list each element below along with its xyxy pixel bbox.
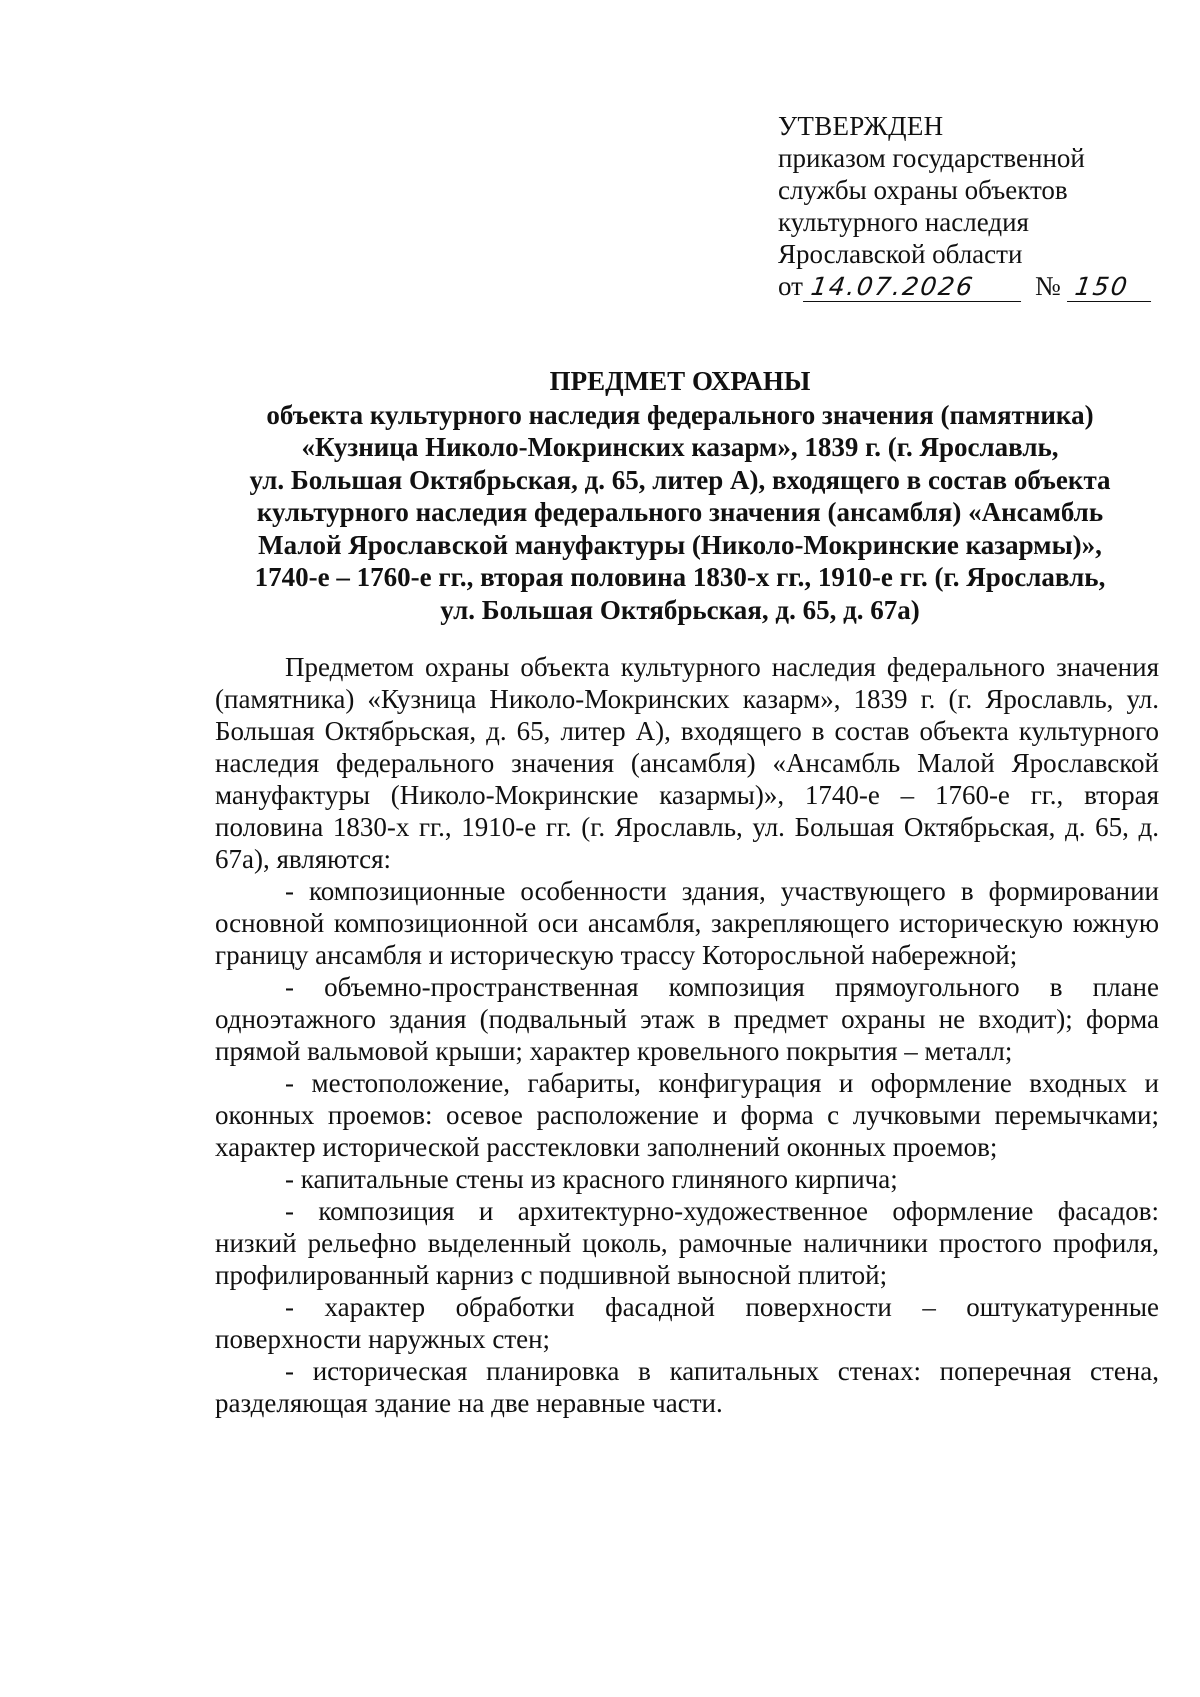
list-item: - характер обработки фасадной поверхности – оштукатуренные поверхности наружных стен; [215,1292,1159,1354]
handwritten-number: 150 [1067,273,1155,302]
document-title: ПРЕДМЕТ ОХРАНЫ [549,366,811,396]
list-item: - композиция и архитектурно-художественное оформление фасадов: низкий рельефно выделенный цоколь, рамочные наличники простого профиля, профилированный карниз с подшивной выносной плитой; [215,1196,1159,1290]
document-subtitle: объекта культурного наследия федерального значения (памятника) «Кузница Николо-Мокринских казарм», 1839 г. (г. Ярославль, ул. Большая Октябрьская, д. 65, литер А), входящего в состав объекта культурного наследия федерального значения (ансамбля) «Ансамбль Малой Ярославской мануфактуры (Николо-Мокринские казармы)», 1740-е – 1760-е гг., вторая половина 1830-х гг., 1910-е гг. (г. Ярославль, ул. Большая Октябрьская, д. 65, д. 67а) [249,399,1111,625]
list-item: - композиционные особенности здания, участвующего в формировании основной композиционной оси ансамбля, закрепляющего историческую южную границу ансамбля и историческую трассу Которосльной набережной; [215,876,1159,970]
list-item: - объемно-пространственная композиция прямоугольного в плане одноэтажного здания (подвальный этаж в предмет охраны не входит); форма прямой вальмовой крыши; характер кровельного покрытия – металл; [215,972,1159,1066]
approval-date-number-row [778,270,1158,302]
list-item: - местоположение, габариты, конфигурация и оформление входных и оконных проемов: осевое расположение и форма с лучковыми перемычками; характер исторической расстекловки заполнений оконных проемов; [215,1068,1159,1162]
approval-stamp: УТВЕРЖДЕН [778,111,944,141]
date-prefix: от [778,271,803,301]
list-item: - капитальные стены из красного глиняного кирпича; [285,1164,898,1194]
handwritten-date: 14.07.2026 [803,273,1025,302]
approval-line: службы охраны объектов [778,175,1068,205]
approval-line: Ярославской области [778,239,1023,269]
approval-line: культурного наследия [778,207,1029,237]
document-title-block [200,365,1160,626]
approval-block [778,110,1158,302]
approval-line: приказом государственной [778,143,1085,173]
intro-paragraph: Предметом охраны объекта культурного наследия федерального значения (памятника) «Кузница Николо-Мокринских казарм», 1839 г. (г. Ярославль, ул. Большая Октябрьская, д. 65, литер А), входящего в состав объекта культурного наследия федерального значения (ансамбля) «Ансамбль Малой Ярославской мануфактуры (Николо-Мокринские казармы)», 1740-е – 1760-е гг., вторая половина 1830-х гг., 1910-е гг. (г. Ярославль, ул. Большая Октябрьская, д. 65, д. 67а), являются: [215,652,1159,874]
document-body [215,651,1159,1419]
number-prefix: № [1034,271,1061,301]
list-item: - историческая планировка в капитальных стенах: поперечная стена, разделяющая здание на две неравные части. [215,1356,1159,1418]
